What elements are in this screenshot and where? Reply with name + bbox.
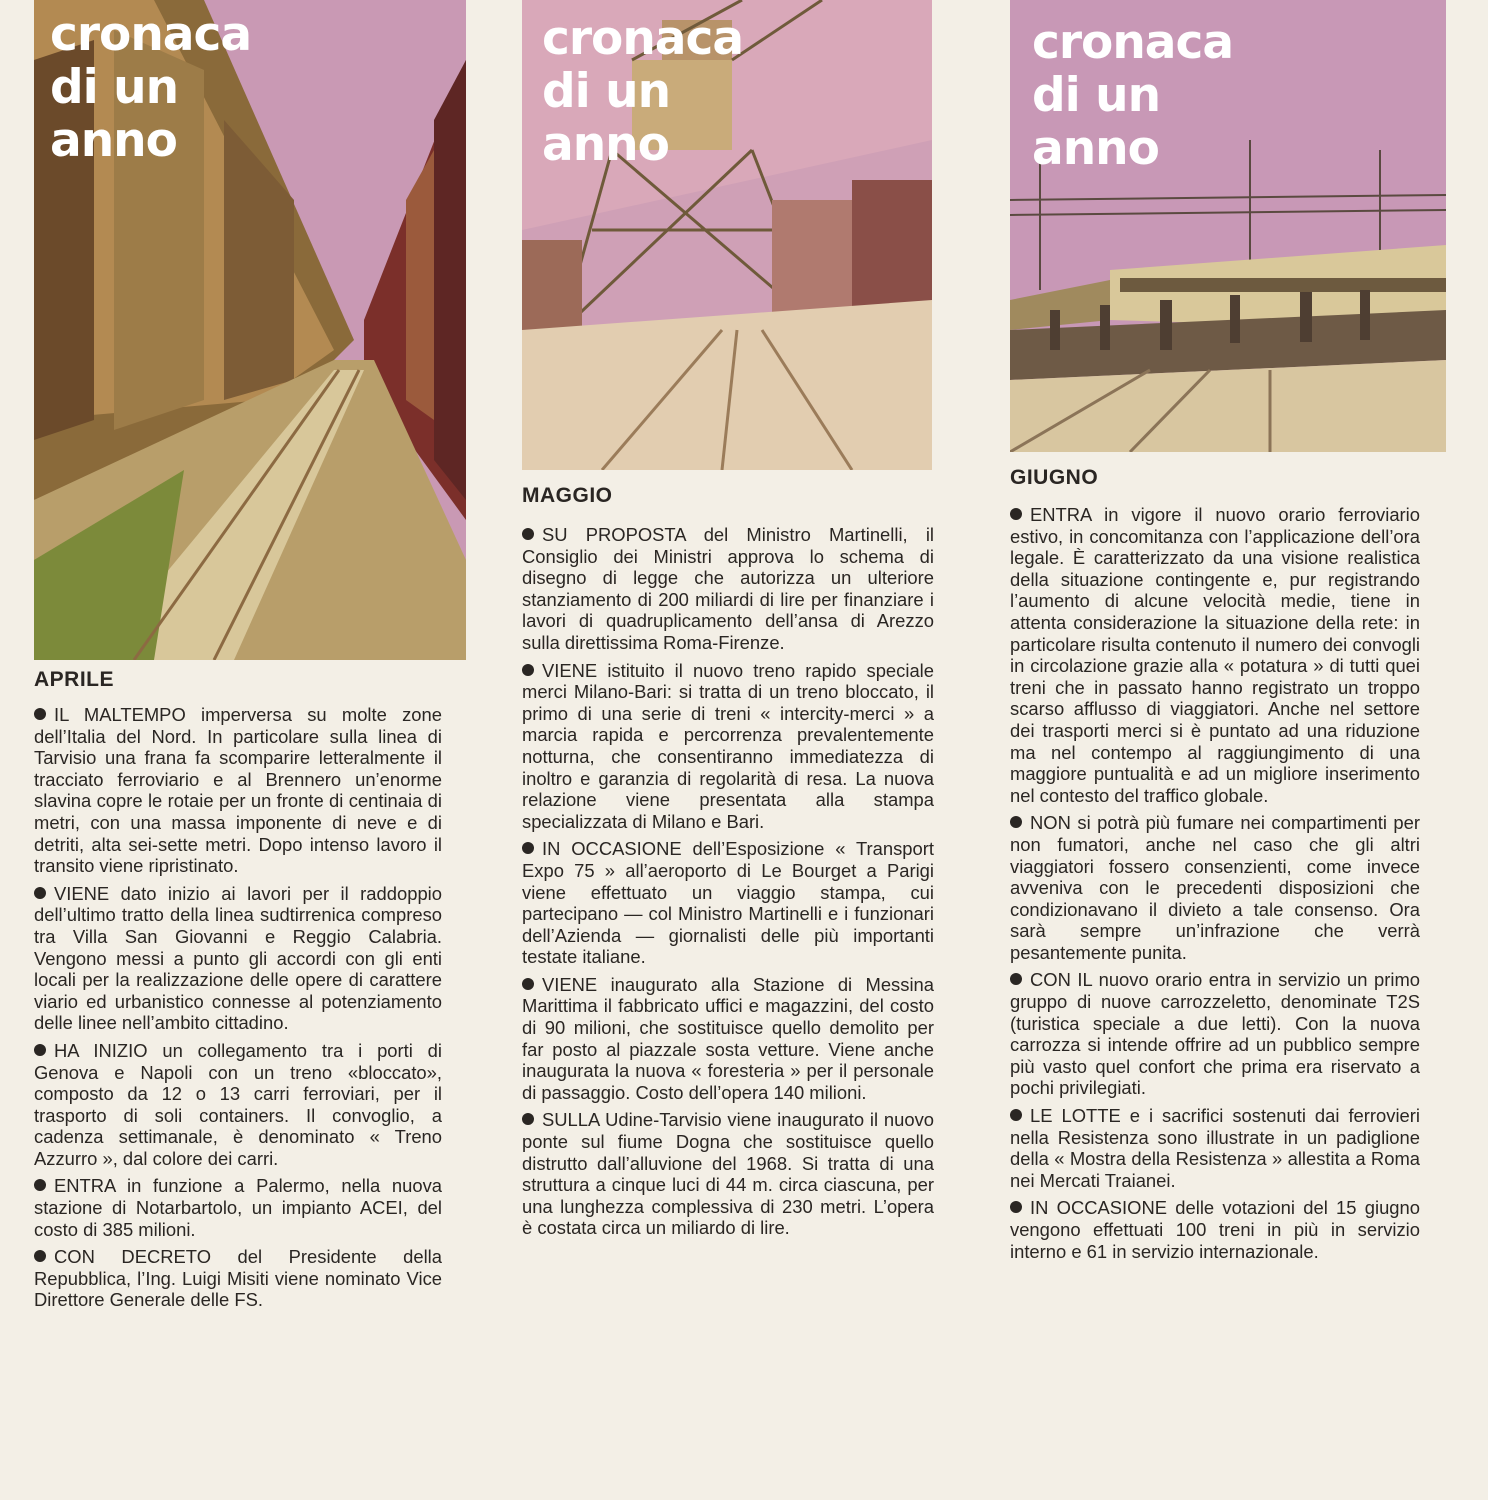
- bullet-icon: [522, 664, 534, 676]
- entry: VIENE istituito il nuovo treno rapido speciale merci Milano-Bari: si tratta di un treno bloccato, il primo di una serie di treni « intercity-merci » a marcia rapida e percorrenza prevalentemente notturna, che consentiranno immediatezza di inoltro e garanzia di regolarità di resa. La nuova relazione viene presentata alla stampa specializzata di Milano e Bari.: [522, 659, 934, 832]
- headline-line-2: di un: [50, 60, 179, 115]
- entry: ENTRA in vigore il nuovo orario ferroviario estivo, in concomitanza con l’applicazione dell’ora legale. È caratterizzato da una visione realistica della situazione contingente e, pur registrando l’aumento di alcune velocità medie, tiene in attenta considerazione la situazione della rete: in particolare risulta contenuto il numero dei convogli in circolazione grazie alla « potatura » di tutti quei treni che in passato hanno registrato un troppo scarso afflusso di viaggiatori. Anche nel settore dei trasporti merci si è puntato ad una riduzione ma nel contempo al raggiungimento di una maggiore puntualità e ad un migliore inserimento nel contesto del traffico globale.: [1010, 504, 1420, 806]
- entry: SU PROPOSTA del Ministro Martinelli, il Consiglio dei Ministri approva lo schema di disegno di legge che autorizza un ulteriore stanziamento di 200 miliardi di lire per finanziare i lavori di quadruplicamento dell’ansa di Arezzo sulla direttissima Roma-Firenze.: [522, 524, 934, 653]
- column-maggio: [522, 0, 934, 1245]
- headline-line-3: anno: [50, 113, 177, 168]
- headline-line-1: cronaca: [542, 11, 744, 66]
- bullet-icon: [1010, 1109, 1022, 1121]
- headline-line-3: anno: [1032, 121, 1159, 176]
- headline-line-1: cronaca: [50, 7, 252, 62]
- entry: LE LOTTE e i sacrifici sostenuti dai ferrovieri nella Resistenza sono illustrate in un padiglione della « Mostra della Resistenza » allestita a Roma nei Mercati Traianei.: [1010, 1105, 1420, 1191]
- bullet-icon: [34, 1250, 46, 1262]
- entry: IN OCCASIONE delle votazioni del 15 giugno vengono effettuati 100 treni in più in servizio interno e 61 in servizio internazionale.: [1010, 1197, 1420, 1262]
- bullet-icon: [522, 528, 534, 540]
- entry: HA INIZIO un collegamento tra i porti di Genova e Napoli con un treno «bloccato», composto da 12 o 13 carri ferroviari, per il trasporto di soli containers. Il convoglio, a cadenza settimanale, è denominato « Treno Azzurro », dal colore dei carri.: [34, 1039, 442, 1169]
- entry: CON DECRETO del Presidente della Repubblica, l’Ing. Luigi Misiti viene nominato Vice Direttore Generale delle FS.: [34, 1246, 442, 1311]
- month-heading: MAGGIO: [522, 484, 613, 507]
- bullet-icon: [1010, 973, 1022, 985]
- bullet-icon: [34, 887, 46, 899]
- headline-overlay: [1032, 16, 1233, 175]
- bullet-icon: [522, 1113, 534, 1125]
- entry: NON si potrà più fumare nei compartimenti per non fumatori, anche nel caso che gli altri viaggiatori fossero consenzienti, come invece avveniva con le precedenti disposizioni che condizionavano il divieto a tale consenso. Ora sarà sempre un’infrazione che verrà pesantemente punita.: [1010, 812, 1420, 963]
- bullet-icon: [34, 1179, 46, 1191]
- photo-port-crane: [522, 0, 932, 470]
- month-heading: GIUGNO: [1010, 466, 1099, 489]
- bullet-icon: [34, 708, 46, 720]
- headline-line-1: cronaca: [1032, 15, 1234, 70]
- column-giugno: [1010, 0, 1420, 1268]
- month-heading: APRILE: [34, 668, 115, 691]
- entry: VIENE dato inizio ai lavori per il raddoppio dell’ultimo tratto della linea sudtirrenica compreso tra Villa San Giovanni e Reggio Calabria. Vengono messi a punto gli accordi con gli enti locali per la realizzazione delle opere di carattere viario ed urbanistico connesse al potenziamento delle linee nell’ambito cittadino.: [34, 882, 442, 1034]
- headline-line-2: di un: [542, 64, 671, 119]
- entry: CON IL nuovo orario entra in servizio un primo gruppo di nuove carrozzeletto, denominate T2S (turistica speciale a due letti). Con la nuova carrozza si intende offrire ad un pubblico sempre più vasto quel confort che prima era riservato a pochi privilegiati.: [1010, 969, 1420, 1099]
- entry: IL MALTEMPO imperversa su molte zone dell’Italia del Nord. In particolare sulla linea di Tarvisio una frana fa scomparire letteralmente il tracciato ferroviario e al Brennero un’enorme slavina copre le rotaie per un fronte di centinaia di metri, con una massa imponente di neve e di detriti, alta sei-sette metri. Dopo intenso lavoro il transito viene ripristinato.: [34, 704, 442, 877]
- headline-overlay: [542, 12, 743, 171]
- bullet-icon: [1010, 508, 1022, 520]
- bullet-icon: [34, 1044, 46, 1056]
- bullet-icon: [522, 978, 534, 990]
- column-aprile: [34, 0, 442, 1317]
- entry: IN OCCASIONE dell’Esposizione « Transport Expo 75 » all’aeroporto di Le Bourget a Parigi viene effettuato un viaggio stampa, cui partecipano — col Ministro Martinelli e i funzionari dell’Azienda — giornalisti delle più importanti testate italiane.: [522, 838, 934, 968]
- entry: SULLA Udine-Tarvisio viene inaugurato il nuovo ponte sul fiume Dogna che sostituisce quello distrutto dall’alluvione del 1968. Si tratta di una struttura a cinque luci di 44 m. circa ciascuna, per una lunghezza complessiva di 230 metri. L’opera è costata circa un miliardo di lire.: [522, 1109, 934, 1239]
- entry: VIENE inaugurato alla Stazione di Messina Marittima il fabbricato uffici e magazzini, del costo di 90 milioni, che sostituisce quello demolito per far posto al piazzale sosta vetture. Viene anche inaugurata la nuova « foresteria » per il personale di passaggio. Costo dell’opera 140 milioni.: [522, 973, 934, 1103]
- bullet-icon: [1010, 1201, 1022, 1213]
- entry: ENTRA in funzione a Palermo, nella nuova stazione di Notarbartolo, un impianto ACEI, del costo di 385 milioni.: [34, 1175, 442, 1240]
- photo-station-platform: [1010, 0, 1446, 452]
- bullet-icon: [1010, 816, 1022, 828]
- headline-line-3: anno: [542, 117, 669, 172]
- bullet-icon: [522, 842, 534, 854]
- headline-overlay: [50, 8, 251, 167]
- photo-freight-wagons: [34, 0, 466, 660]
- headline-line-2: di un: [1032, 68, 1161, 123]
